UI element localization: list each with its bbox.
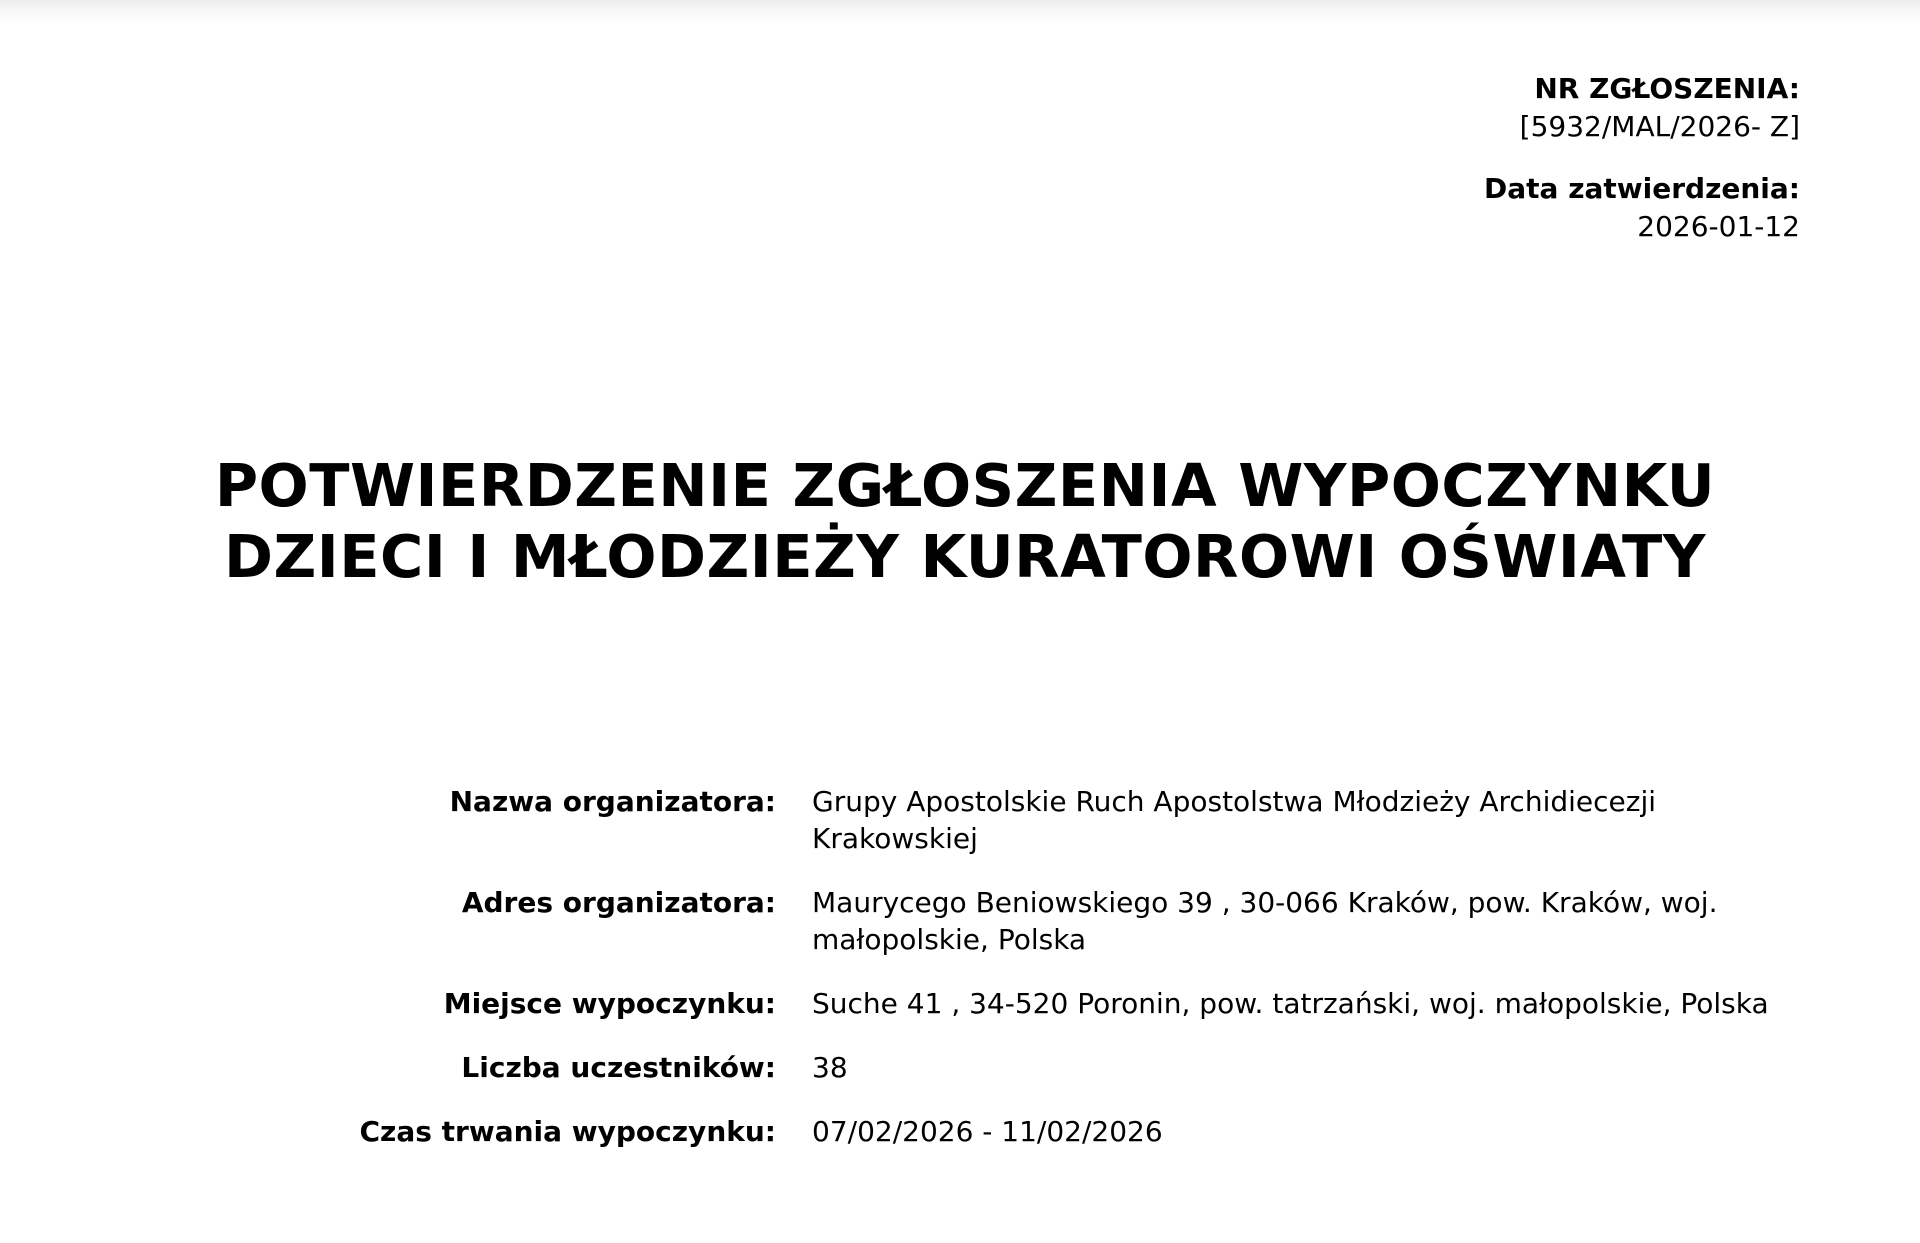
detail-value: Suche 41 , 34-520 Poronin, pow. tatrzański, woj. małopolskie, Polska bbox=[812, 987, 1769, 1020]
detail-label: Miejsce wypoczynku: bbox=[443, 987, 776, 1020]
detail-value: 38 bbox=[812, 1051, 848, 1084]
detail-row-holiday-location bbox=[0, 985, 1920, 1022]
detail-label: Adres organizatora: bbox=[461, 886, 776, 919]
document-title-line-1: POTWIERDZENIE ZGŁOSZENIA WYPOCZYNKU bbox=[214, 451, 1716, 520]
detail-value: 07/02/2026 - 11/02/2026 bbox=[812, 1115, 1163, 1148]
top-shadow bbox=[0, 0, 1920, 24]
detail-value: Maurycego Beniowskiego 39 , 30-066 Kraków, pow. Kraków, woj. małopolskie, Polska bbox=[812, 886, 1718, 956]
detail-label: Czas trwania wypoczynku: bbox=[359, 1115, 776, 1148]
registration-number-value: [5932/MAL/2026- Z] bbox=[1519, 110, 1800, 143]
document-title-line-2: DZIECI I MŁODZIEŻY KURATOROWI OŚWIATY bbox=[224, 522, 1706, 591]
registration-number-label: NR ZGŁOSZENIA: bbox=[1534, 72, 1800, 105]
detail-row-duration bbox=[0, 1113, 1920, 1150]
registration-info bbox=[1484, 70, 1800, 246]
detail-row-participant-count bbox=[0, 1049, 1920, 1086]
detail-row-organizer-address bbox=[0, 884, 1920, 958]
approval-date-value: 2026-01-12 bbox=[1637, 210, 1800, 243]
document-title bbox=[0, 450, 1920, 592]
detail-row-organizer-name bbox=[0, 783, 1920, 857]
detail-label: Nazwa organizatora: bbox=[449, 785, 776, 818]
approval-date-label: Data zatwierdzenia: bbox=[1484, 172, 1800, 205]
detail-label: Liczba uczestników: bbox=[461, 1051, 776, 1084]
detail-value: Grupy Apostolskie Ruch Apostolstwa Młodzieży Archidiecezji Krakowskiej bbox=[812, 785, 1657, 855]
spacer bbox=[1484, 146, 1800, 170]
details-section bbox=[0, 783, 1920, 1177]
